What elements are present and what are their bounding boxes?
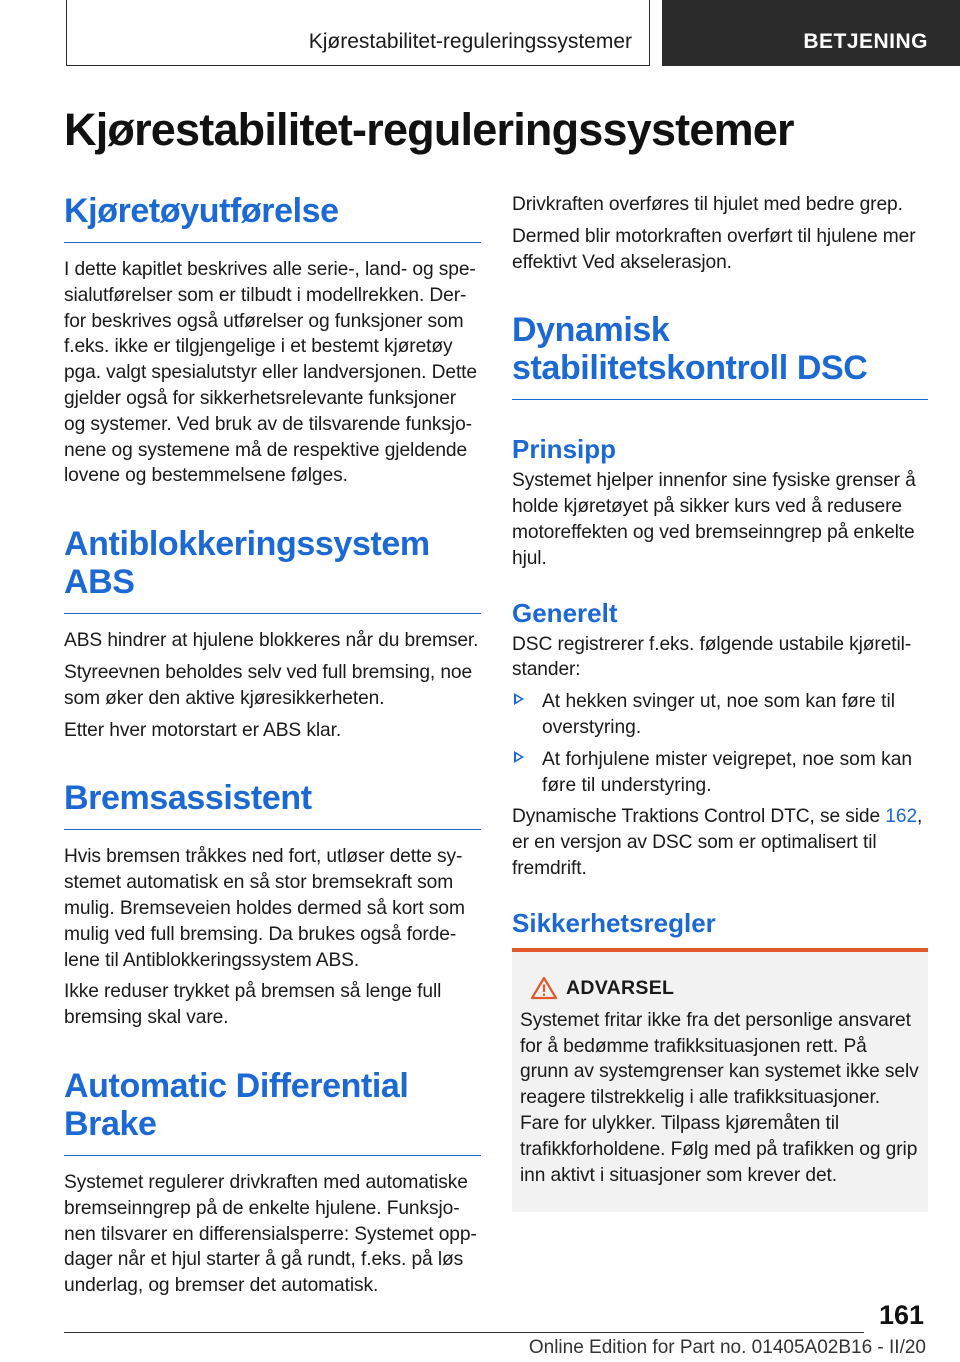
paragraph: Etter hver motorstart er ABS klar. — [64, 719, 342, 741]
warning-triangle-icon — [530, 976, 558, 1000]
section-heading: Automatic Differential Brake — [64, 1067, 481, 1156]
section-abs — [64, 525, 481, 743]
text: Dynamische Traktions Control DTC, se side — [512, 806, 886, 828]
page-number: 161 — [878, 1300, 924, 1330]
header-section-tab — [662, 0, 960, 66]
paragraph: DSC registrerer f.eks. følgende ustabile kjøretilstander: — [512, 633, 912, 681]
section-heading: Bremsassistent — [64, 779, 481, 830]
section-heading: Antiblokkeringssystem ABS — [64, 525, 481, 614]
header-section-label: BETJENING — [803, 30, 928, 53]
footer-divider — [64, 1332, 864, 1333]
paragraph: Systemet regulerer drivkraften med automatiske bremseinngrep på de enkelte hjulene. Funksjonen tilsvarer en differensialsperre: Systemet oppdager når et hjul starter å gå rundt, f.eks. på løs underlag, og bremser det automatisk. — [64, 1171, 477, 1297]
triangle-bullet-icon — [514, 751, 524, 763]
subsection-heading: Generelt — [512, 597, 618, 628]
bullet-list — [512, 689, 928, 798]
text: , er en versjon av DSC som er optimalisert til fremdrift. — [512, 806, 923, 879]
paragraph: Hvis bremsen tråkkes ned fort, utløser dette systemet automatisk en så stor bremsekraft som mulig. Bremseveien holdes dermed så kort som mulig ved full bremsing. Da brukes også fordelene til Antiblokkeringssystem ABS. — [64, 846, 465, 971]
paragraph: Systemet hjelper innenfor sine fysiske grenser å holde kjøretøyet på sikker kurs ved å redusere motoreffekten og ved bremseinngrep på enkelte hjul. — [512, 470, 916, 569]
right-column — [512, 192, 928, 1212]
paragraph: I dette kapitlet beskrives alle serie-, land- og spesialutførelser som er tilbudt i modellrekken. Derfor beskrives også utførelser og funksjoner som f.eks. ikke er tilgjengelige i et bestemt kjøretøy pga. valgt spesialutstyr eller landversjonen. Dette gjelder også for sikkerhetsrelevante funksjoner og systemer. Ved bruk av de tilsvarende funksjonene og systemene må de respektive gjeldende lovene og bestemmelsene følges. — [64, 259, 477, 487]
list-item — [512, 747, 928, 799]
paragraph: Ikke reduser trykket på bremsen så lenge full bremsing skal vare. — [64, 981, 442, 1029]
subsection-heading: Prinsipp — [512, 434, 617, 465]
list-item-text: At hekken svinger ut, noe som kan føre til overstyring. — [542, 691, 896, 738]
subsection-heading: Sikkerhetsregler — [512, 907, 716, 938]
section-heading: Dynamisk stabilitetskontroll DSC — [512, 311, 928, 400]
paragraph: Drivkraften overføres til hjulet med bedre grep. — [512, 194, 903, 215]
footer-edition: Online Edition for Part no. 01405A02B16 - II/20 — [528, 1337, 926, 1358]
warning-label: ADVARSEL — [566, 976, 675, 999]
warning-box — [512, 948, 928, 1213]
section-adb — [64, 1067, 481, 1299]
page-header — [0, 0, 960, 66]
paragraph: Styreevnen beholdes selv ved full bremsing, noe som øker den aktive kjøresikkerheten. — [64, 661, 473, 709]
section-brake-assist — [64, 779, 481, 1031]
page-title: Kjørestabilitet-reguleringssystemer — [64, 104, 794, 155]
paragraph-dtc-reference — [512, 804, 928, 881]
list-item-text: At forhjulene mister veigrepet, noe som kan føre til understyring. — [542, 748, 913, 796]
page-reference-link[interactable]: 162 — [885, 806, 918, 828]
section-heading: Kjøretøyutførelse — [64, 192, 481, 243]
list-item — [512, 689, 928, 741]
paragraph: Dermed blir motorkraften overført til hjulene mer effektivt Ved akselerasjon. — [512, 225, 916, 273]
warning-text: Systemet fritar ikke fra det personlige ansvaret for å bedømme trafikksituasjonen rett. På grunn av systemgrenser kan systemet ikke selv reagere tilstrekkelig i alle trafikksituasjoner. Fare for ulykker. Tilpass kjøremåten til trafikkforholdene. Følg med på trafikken og grip inn aktivt i situasjoner som krever det. — [520, 1009, 919, 1186]
paragraph: ABS hindrer at hjulene blokkeres når du bremser. — [64, 630, 479, 652]
header-chapter-title: Kjørestabilitet-reguleringssystemer — [308, 30, 632, 53]
triangle-bullet-icon — [514, 693, 524, 705]
warning-header — [520, 974, 920, 1004]
section-dsc — [512, 311, 928, 1212]
left-column — [64, 192, 481, 1305]
section-vehicle-version — [64, 192, 481, 489]
